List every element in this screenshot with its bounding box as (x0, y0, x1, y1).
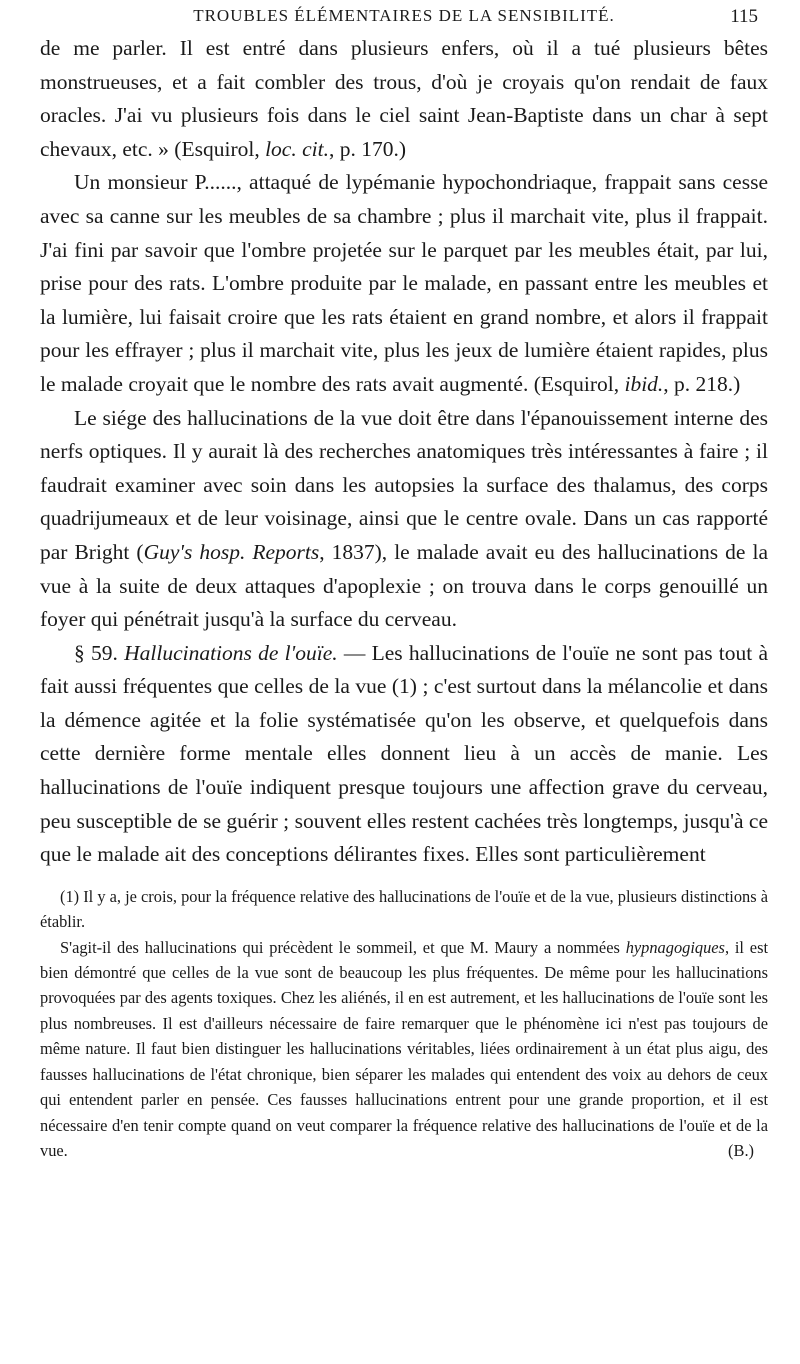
italic-citation: Guy's hosp. Reports (143, 539, 320, 564)
footnotes (40, 884, 768, 1163)
footnote-signature: (B.) (728, 1140, 754, 1160)
paragraph (40, 32, 768, 166)
section-paragraph (40, 637, 768, 872)
running-title: TROUBLES ÉLÉMENTAIRES DE LA SENSIBILITÉ. (193, 6, 615, 25)
text-run: de me parler. Il est entré dans plusieurs enfers, où il a tué plusieurs bêtes monstrueuses, et a fait combler des trous, d'où je croyais qu'on rendait de faux oracles. J'ai vu plusieurs fois dans le ciel saint Jean-Baptiste dans un char à sept chevaux, etc. » (Esquirol, (40, 36, 768, 161)
footnote: (1) Il y a, je crois, pour la fréquence relative des hallucinations de l'ouïe et de la vue, plusieurs distinctions à établir. (40, 886, 768, 932)
italic-citation: loc. cit. (265, 136, 329, 161)
section-number: § 59. (74, 640, 125, 665)
text-run: Un monsieur P......, attaqué de lypémanie hypochondriaque, frappait sans cesse avec sa canne sur les meubles de sa chambre ; plus il marchait vite, plus il frappait. J'ai fini par savoir que l'ombre projetée sur le parquet par les meubles était, par lui, prise pour des rats. L'ombre produite par le malade, en passant entre les meubles et la lumière, lui faisait croire que les rats étaient en grand nombre, et alors il frappait pour les effrayer ; plus il marchait vite, plus les jeux de lumière étaient rapides, plus le malade croyait que le nombre des rats avait augmenté. (Esquirol, (40, 170, 768, 396)
text-run: — Les hallucinations de l'ouïe ne sont pas tout à fait aussi fréquentes que celles de la vue (1) ; c'est surtout dans la mélancolie et dans la démence agitée et la folie systématisée qu'on les observe, et quelquefois dans cette dernière forme mentale elles donnent lieu à un accès de manie. Les hallucinations de l'ouïe indiquent presque toujours une affection grave du cerveau, peu susceptible de se guérir ; souvent elles restent cachées très longtemps, jusqu'à ce que le malade ait des conceptions délirantes fixes. Elles sont particulièrement (40, 640, 769, 867)
body-text (40, 32, 768, 872)
running-head (40, 2, 768, 32)
text-run: , p. 170.) (328, 136, 407, 161)
text-run: , il est bien démontré que celles de la vue sont de beaucoup les plus fréquentes. De même pour les hallucinations provoquées par des agents toxiques. Chez les aliénés, il en est autrement, et les hallucinations de l'ouïe sont les plus nombreuses. Il est d'ailleurs nécessaire de faire remarquer que le phénomène ici n'est pas toujours de même nature. Il faut bien distinguer les hallucinations véritables, liées ordinairement à un état plus aigu, des fausses hallucinations de l'état chronique, bien séparer les malades qui entendent des voix au dehors de ceux qui entendent parler en pensée. Ces fausses hallucinations entrent pour une grande proportion, et il est nécessaire d'en tenir compte quand on veut comparer la fréquence relative des hallucinations de l'ouïe et de la vue. (40, 937, 768, 1160)
text-run: Le siége des hallucinations de la vue doit être dans l'épanouissement interne des nerfs optiques. Il y aurait là des recherches anatomiques très intéressantes à faire ; il faudrait examiner avec soin dans les autopsies la surface des thalamus, des corps quadrijumeaux et de leur voisinage, ainsi que le centre ovale. Dans un cas rapporté par Bright ( (40, 405, 768, 564)
text-run: , 1837), le malade avait eu des hallucinations de la vue à la suite de deux attaques d'apoplexie ; on trouva dans le corps genouillé un foyer qui pénétrait jusqu'à la surface du cerveau. (40, 539, 768, 632)
footnote (40, 935, 768, 1164)
paragraph (40, 166, 768, 401)
italic-citation: ibid. (624, 371, 664, 396)
book-page (0, 2, 800, 1364)
text-run: S'agit-il des hallucinations qui précèdent le sommeil, et que M. Maury a nommées (60, 937, 626, 957)
section-title: Hallucinations de l'ouïe. (124, 640, 338, 665)
text-run: , p. 218.) (663, 371, 741, 396)
paragraph (40, 402, 768, 637)
italic-term: hypnagogiques (625, 937, 725, 957)
page-number: 115 (730, 6, 758, 27)
